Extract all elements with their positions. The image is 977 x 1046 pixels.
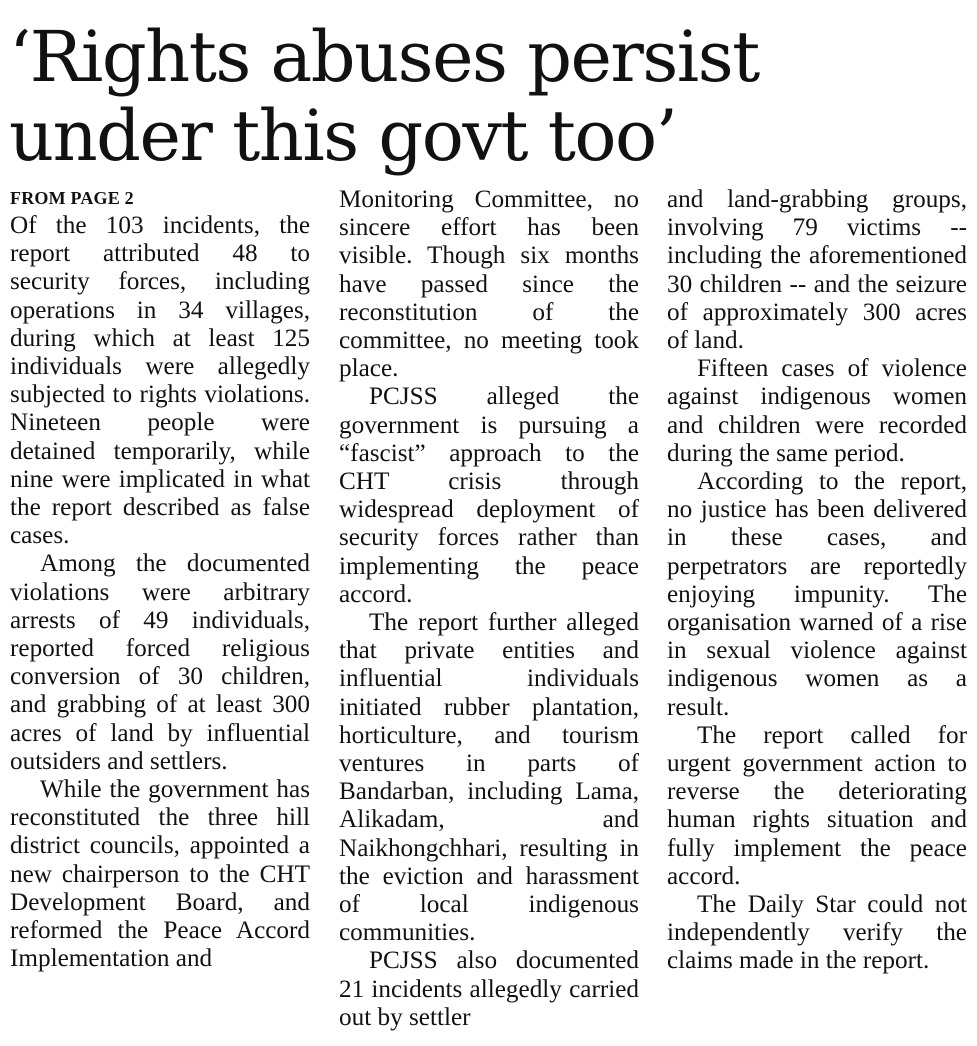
headline: ‘Rights abuses persist under this govt too’ <box>9 16 759 177</box>
paragraph: The report called for urgent government action to reverse the deteriorating human rights situation and fully implement the peace accord. <box>667 721 967 890</box>
paragraph: Of the 103 incidents, the report attributed 48 to security forces, including operations in 34 villages, during which at least 125 individuals were allegedly subjected to rights violations. Nineteen people were detained temporarily, while nine were implicated in what the report described as false cases. <box>10 212 310 550</box>
paragraph: The report further alleged that private entities and influential individuals initiated rubber plantation, horticulture, and tourism ventures in parts of Bandarban, including Lama, Alikadam, and Naikhongchhari, resulting in the eviction and harassment of local indigenous communities. <box>339 609 639 947</box>
paragraph: While the government has reconstituted the three hill district councils, appointed a new chairperson to the CHT Development Board, and reformed the Peace Accord Implementation and <box>10 776 310 973</box>
paragraph: Monitoring Committee, no sincere effort has been visible. Though six months have passed since the reconstitution of the committee, no meeting took place. <box>339 186 639 383</box>
paragraph: PCJSS alleged the government is pursuing a “fascist” approach to the CHT crisis through widespread deployment of security forces rather than implementing the peace accord. <box>339 383 639 608</box>
article-column-1 <box>10 212 310 973</box>
paragraph: Fifteen cases of violence against indigenous women and children were recorded during the same period. <box>667 355 967 467</box>
paragraph: and land-grabbing groups, involving 79 victims -- including the aforementioned 30 children -- and the seizure of approximately 300 acres of land. <box>667 186 967 355</box>
paragraph: The Daily Star could not independently verify the claims made in the report. <box>667 891 967 975</box>
paragraph: Among the documented violations were arbitrary arrests of 49 individuals, reported forced religious conversion of 30 children, and grabbing of at least 300 acres of land by influential outsiders and settlers. <box>10 550 310 775</box>
article-column-2 <box>339 186 639 1032</box>
continuation-kicker: FROM PAGE 2 <box>10 188 134 208</box>
paragraph: PCJSS also documented 21 incidents allegedly carried out by settler <box>339 947 639 1031</box>
paragraph: According to the report, no justice has been delivered in these cases, and perpetrators are reportedly enjoying impunity. The organisation warned of a rise in sexual violence against indigenous women as a result. <box>667 468 967 721</box>
article-column-3 <box>667 186 967 976</box>
